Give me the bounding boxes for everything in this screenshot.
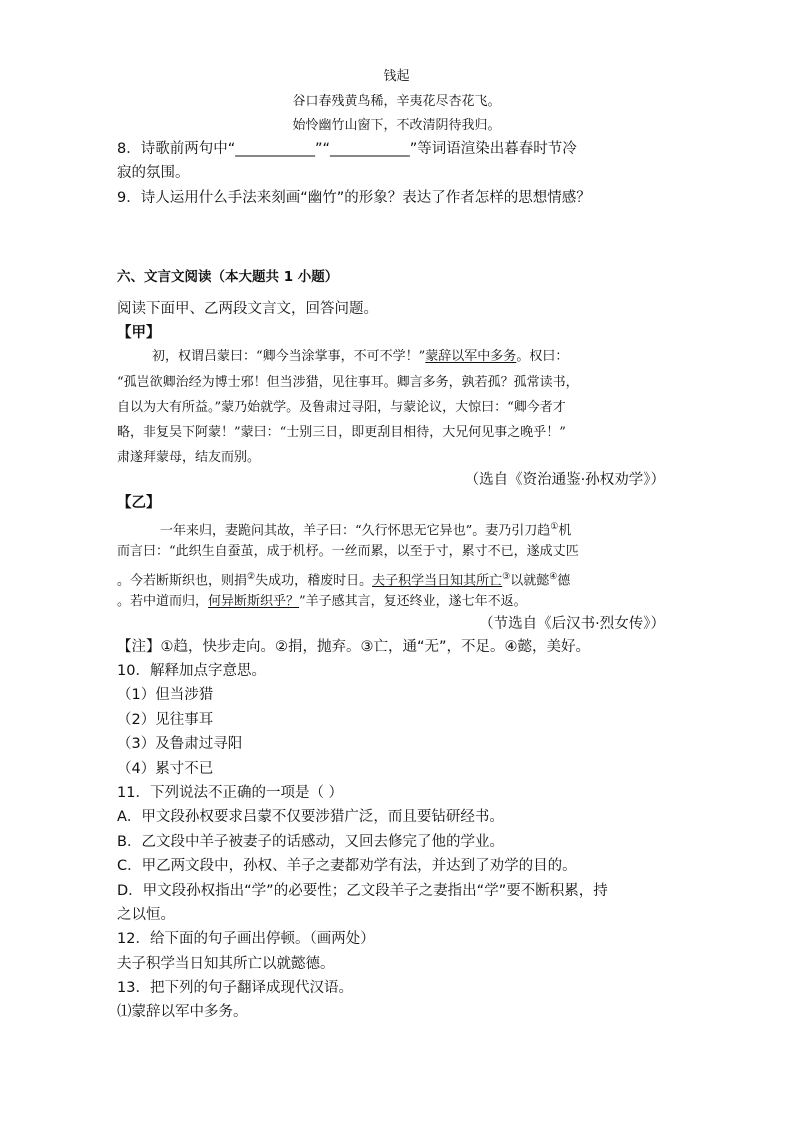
question-11-option-c: C．甲乙两文段中，孙权、羊子之妻都劝学有法，并达到了劝学的目的。 [117, 858, 577, 874]
question-10-item-2: （2）见往事耳 [117, 712, 214, 728]
question-8-continuation: 寂的氛围。 [117, 165, 190, 181]
passage-yi-line-2: 而言曰：“此织生自蚕茧，成于机杼。一丝而累，以至于寸，累寸不已，遂成丈匹 [117, 544, 579, 559]
passage-yi-line-1: 一年来归，妻跪问其故，羊子曰：“久行怀思无它异也”。妻乃引刀趋①机 [160, 522, 572, 539]
poem-line-1: 谷口春残黄鸟稀，辛夷花尽杏花飞。 [292, 94, 501, 109]
question-10: 10．解释加点字意思。 [117, 663, 266, 679]
question-12: 12．给下面的句子画出停顿。（画两处） [117, 931, 375, 947]
question-11-option-d: D．甲文段孙权指出“学”的必要性；乙文段羊子之妻指出“学”要不断积累，持 [117, 883, 608, 899]
section-heading: 六、文言文阅读（本大题共 1 小题） [117, 269, 339, 285]
question-8: 8．诗歌前两句中“___________”“___________”等词语渲染出暮春时节冷 [117, 141, 577, 157]
poem-author: 钱起 [383, 69, 410, 84]
passage-yi-line-4: 。若中道而归，何异断斯织乎？”羊子感其言，复还终业，遂七年不返。 [117, 594, 527, 609]
passage-jia-line-5: 肃遂拜蒙母，结友而别。 [117, 450, 261, 465]
question-11: 11．下列说法不正确的一项是（ ） [117, 785, 344, 801]
passage-yi-line-3: 。今若断斯织也，则捐②失成功，稽废时日。夫子积学当日知其所亡③以就懿④德 [117, 572, 571, 589]
underlined-sentence: 蒙辞以军中多务 [425, 349, 517, 364]
underlined-sentence: 夫子积学当日知其所亡 [372, 573, 503, 589]
question-10-item-3: （3）及鲁肃过寻阳 [117, 736, 243, 752]
question-11-option-a: A．甲文段孙权要求吕蒙不仅要涉猎广泛，而且要钻研经书。 [117, 809, 504, 825]
passage-jia-line-3: 自以为大有所益。”蒙乃始就学。及鲁肃过寻阳，与蒙论议，大惊曰：“卿今者才 [117, 400, 566, 415]
passage-jia-label: 【甲】 [117, 325, 161, 341]
passage-yi-label: 【乙】 [117, 495, 161, 511]
question-10-item-4: （4）累寸不已 [117, 761, 214, 777]
question-11-option-b: B．乙文段中羊子被妻子的话感动，又回去修完了他的学业。 [117, 834, 504, 850]
question-12-sentence: 夫子积学当日知其所亡以就懿德。 [117, 956, 335, 972]
footnote-marker: ④ [549, 572, 558, 582]
passage-jia-line-2: “孤岂欲卿治经为博士邪！但当涉猎，见往事耳。卿言多务，孰若孤？孤常读书， [117, 375, 579, 390]
section-intro: 阅读下面甲、乙两段文言文，回答问题。 [117, 301, 378, 317]
passage-jia-line-1: 初，权谓吕蒙曰：“卿今当涂掌事，不可不学！”蒙辞以军中多务。权曰： [152, 349, 569, 364]
poem-line-2: 始怜幽竹山窗下，不改清阴待我归。 [292, 118, 501, 133]
passage-jia-line-4: 略，非复吴下阿蒙！”蒙曰：“士别三日，即更刮目相待，大兄何见事之晚乎！” [117, 425, 566, 440]
footnote-marker: ① [550, 522, 559, 532]
footnotes: 【注】①趋，快步走向。②捐，抛弃。③亡，通“无”，不足。④懿，美好。 [117, 639, 591, 655]
question-9: 9．诗人运用什么手法来刻画“幽竹”的形象？表达了作者怎样的思想情感？ [117, 190, 591, 206]
question-10-item-1: （1）但当涉猎 [117, 687, 214, 703]
question-13: 13．把下列的句子翻译成现代汉语。 [117, 980, 353, 996]
footnote-marker: ③ [502, 572, 511, 582]
footnote-marker: ② [247, 572, 256, 582]
question-11-option-d-continuation: 之以恒。 [117, 907, 175, 923]
underlined-sentence: 何异断斯织乎？ [208, 594, 300, 609]
passage-jia-source: （选自《资治通鉴·孙权劝学》） [464, 472, 665, 488]
question-13-item-1: ⑴蒙辞以军中多务。 [117, 1004, 248, 1020]
passage-yi-source: （节选自《后汉书·烈女传》） [479, 616, 665, 632]
